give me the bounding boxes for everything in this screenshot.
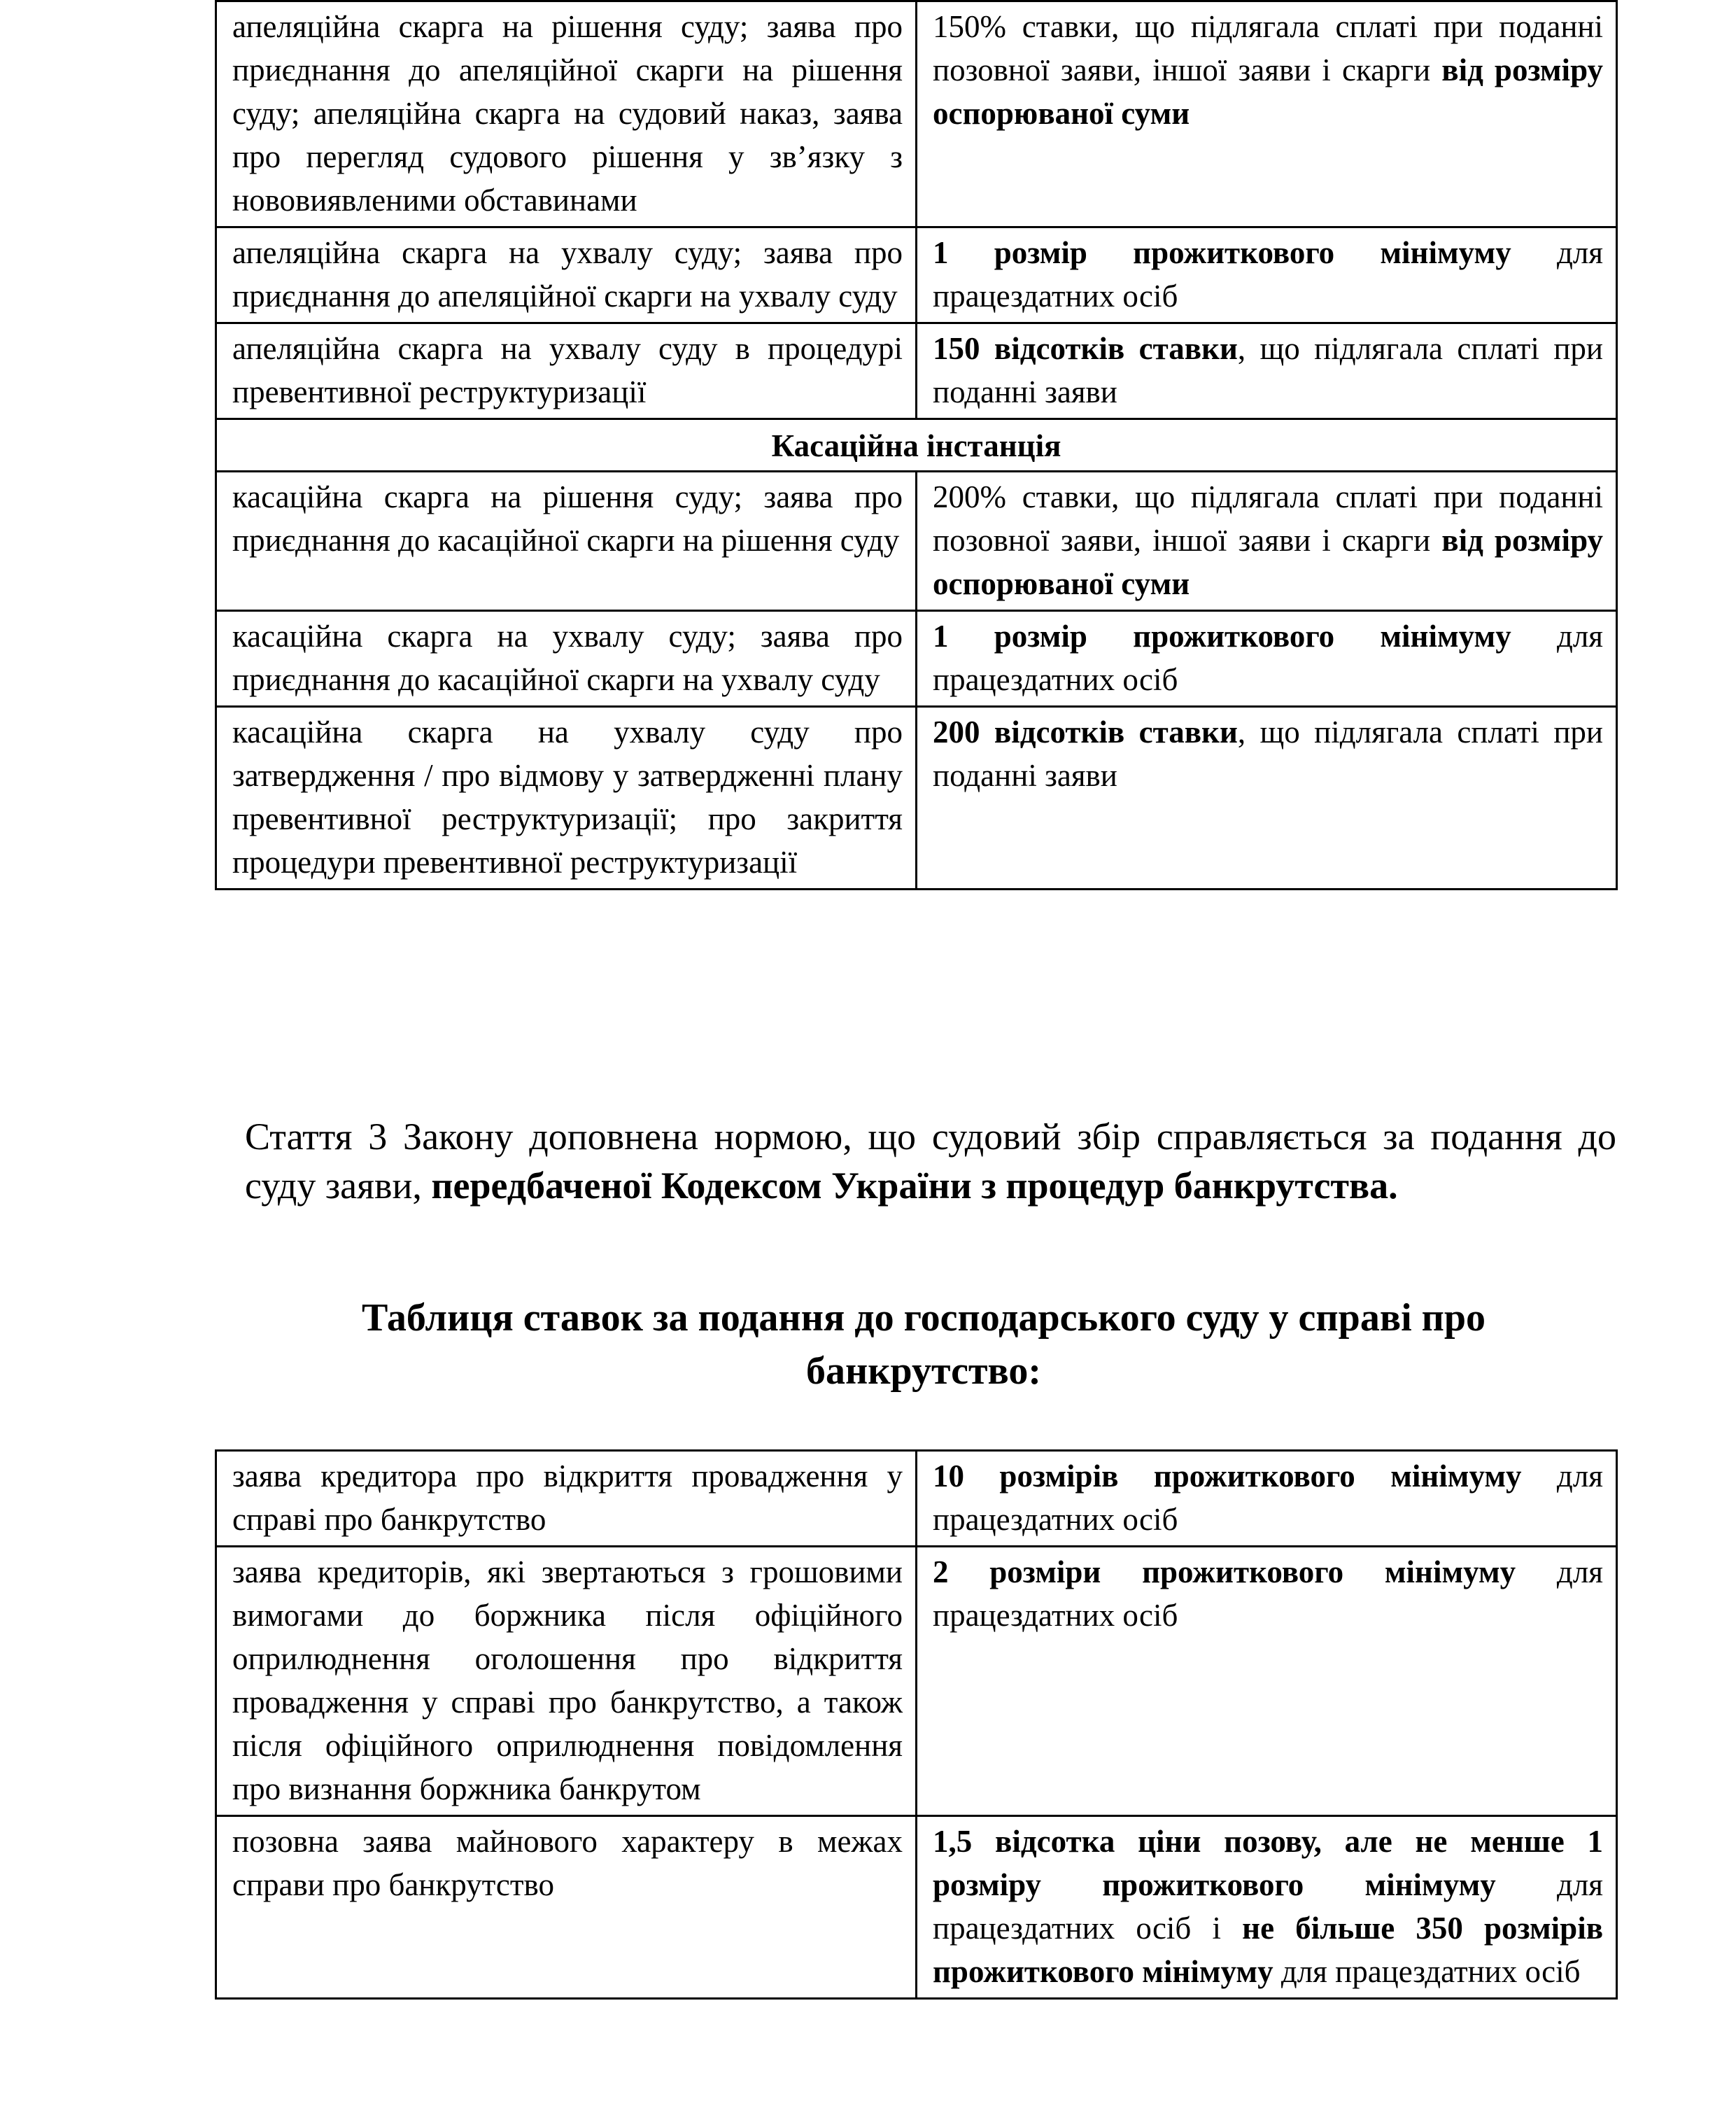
table-row [216,707,1617,890]
table-row [216,472,1617,611]
fee-text: для працездатних осіб і [933,1867,1603,1946]
fee-text-bold: 1 розмір прожиткового мінімуму [933,619,1511,654]
fee-text-bold: 1 розмір прожиткового мінімуму [933,235,1511,270]
table-cell-fee-rate [917,227,1617,323]
table-cell-document-type: апеляційна скарга на ухвалу суду в процедурі превентивної реструктуризації [216,323,917,419]
bankruptcy-table-heading [231,1291,1616,1398]
heading-line: банкрутство: [806,1349,1041,1393]
bankruptcy-fees-table [215,1449,1618,2000]
appeal-fees-table [215,0,1618,890]
paragraph-text-bold: передбаченої Кодексом України з процедур банкрутства. [431,1165,1398,1207]
table-cell-document-type: касаційна скарга на ухвалу суду; заява про приєднання до касаційної скарги на ухвалу суду [216,611,917,707]
table-cell-fee-rate [917,611,1617,707]
fee-text: 200% ставки, що підлягала сплаті при поданні позовної заяви, іншої заяви і скарги [933,479,1603,558]
table-cell-document-type: позовна заява майнового характеру в межах справи про банкрутство [216,1816,917,1999]
table-cell-fee-rate [917,472,1617,611]
table-cell-fee-rate [917,1451,1617,1547]
table-cell-fee-rate [917,1,1617,227]
fee-text-bold: від розміру оспорюваної суми [933,523,1603,601]
fee-text: , що підлягала сплаті при поданні заяви [933,331,1603,409]
table-cell-fee-rate [917,1816,1617,1999]
table-row [216,1451,1617,1547]
paragraph-text: Стаття 3 Закону доповнена нормою, що судовий збір справляється за подання до суду заяви, [245,1116,1616,1207]
table-cell-document-type: апеляційна скарга на ухвалу суду; заява про приєднання до апеляційної скарги на ухвалу суду [216,227,917,323]
table-cell-document-type: касаційна скарга на рішення суду; заява про приєднання до касаційної скарги на рішення суду [216,472,917,611]
table-cell-document-type: заява кредиторів, які звертаються з грошовими вимогами до боржника після офіційного оприлюднення оголошення про відкриття провадження у справі про банкрутство, а також після офіційного оприлюднення повідомлення про визнання боржника банкрутом [216,1547,917,1816]
table-row [216,1547,1617,1816]
table-row [216,1,1617,227]
section-title-cassation: Касаційна інстанція [216,419,1617,472]
table-row [216,611,1617,707]
fee-text: для працездатних осіб [933,619,1603,697]
fee-text-bold: 1,5 відсотка ціни позову, але не менше 1 розміру прожиткового мінімуму [933,1824,1603,1902]
table-row [216,323,1617,419]
fee-text: для працездатних осіб [933,1459,1603,1537]
table-cell-fee-rate [917,707,1617,890]
fee-text: для працездатних осіб [933,235,1603,314]
fee-text: для працездатних осіб [1273,1954,1581,1989]
article-3-paragraph [245,1112,1616,1210]
fee-text: 150% ставки, що підлягала сплаті при поданні позовної заяви, іншої заяви і скарги [933,9,1603,87]
table-cell-document-type: заява кредитора про відкриття провадження у справі про банкрутство [216,1451,917,1547]
fee-text-bold: 200 відсотків ставки [933,715,1238,750]
fee-text: , що підлягала сплаті при поданні заяви [933,715,1603,793]
fee-text-bold: не більше 350 розмірів прожиткового мінімуму [933,1911,1603,1989]
heading-line: Таблиця ставок за подання до господарського суду у справі про [361,1296,1486,1340]
table-row [216,1816,1617,1999]
fee-text: для працездатних осіб [933,1554,1603,1633]
table-row [216,227,1617,323]
table-cell-document-type: касаційна скарга на ухвалу суду про затвердження / про відмову у затвердженні плану превентивної реструктуризації; про закриття процедури превентивної реструктуризації [216,707,917,890]
table-section-row [216,419,1617,472]
fee-text-bold: 150 відсотків ставки [933,331,1238,366]
table-cell-fee-rate [917,323,1617,419]
fee-text-bold: 2 розміри прожиткового мінімуму [933,1554,1516,1589]
table-cell-document-type: апеляційна скарга на рішення суду; заява про приєднання до апеляційної скарги на рішення суду; апеляційна скарга на судовий наказ, заява про перегляд судового рішення у зв’язку з нововиявленими обставинами [216,1,917,227]
fee-text-bold: 10 розмірів прожиткового мінімуму [933,1459,1522,1494]
table-cell-fee-rate [917,1547,1617,1816]
fee-text-bold: від розміру оспорюваної суми [933,52,1603,131]
